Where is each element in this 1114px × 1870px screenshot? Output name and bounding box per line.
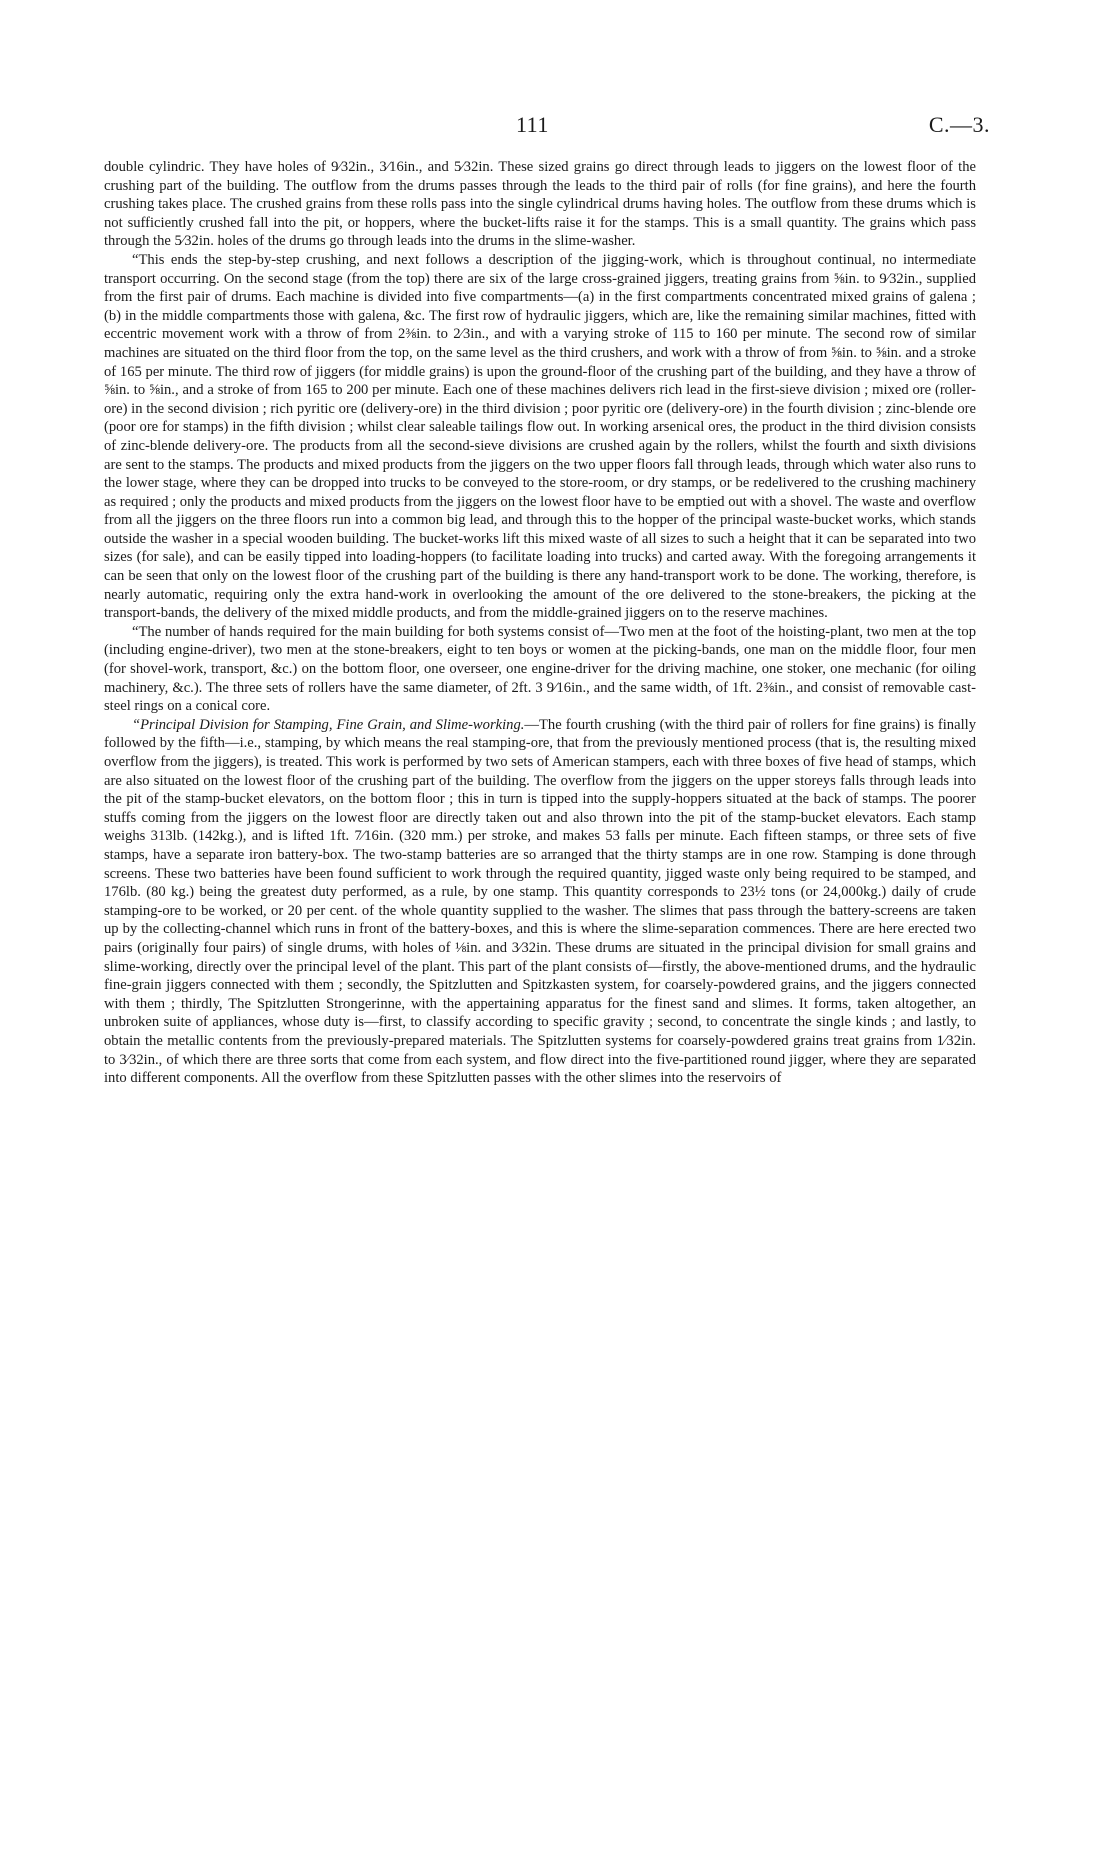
body-text [104, 158, 976, 1088]
paragraph-4 [104, 716, 976, 1088]
paragraph-3: “The number of hands required for the main building for both systems consist of—Two men at the foot of the hoisting-plant, two men at the top (including engine-driver), two men at the stone-breakers, eight to ten boys or women at the picking-bands, one man on the middle floor, four men (for shovel-work, transport, &c.) on the bottom floor, one overseer, one engine-driver for the driving machine, one stoker, one mechanic (for oiling machinery, &c.). The three sets of rollers have the same diameter, of 2ft. 3 9⁄16in., and the same width, of 1ft. 2⅜in., and consist of removable cast-steel rings on a conical core. [104, 623, 976, 715]
page-number: 111 [516, 112, 549, 137]
section-heading: “Principal Division for Stamping, Fine Grain, and Slime-working. [132, 716, 525, 733]
paragraph-4-text: —The fourth crushing (with the third pair of rollers for fine grains) is finally followed by the fifth—i.e., stamping, by which means the real stamping-ore, that from the previously mentioned process (that is, the resulting mixed overflow from the jiggers), is treated. This work is performed by two sets of American stampers, each with three boxes of five head of stamps, which are also situated on the lowest floor of the crushing part of the building. The overflow from the jiggers on the upper storeys falls through leads into the pit of the stamp-bucket elevators, on the bottom floor ; this in turn is tipped into the supply-hoppers situated at the back of stamps. The poorer stuffs coming from the jiggers on the lowest floor are directly taken out and also thrown into the pit of the stamp-bucket elevators. Each stamp weighs 313lb. (142kg.), and is lifted 1ft. 7⁄16in. (320 mm.) per stroke, and makes 53 falls per minute. Each fifteen stamps, or three sets of five stamps, have a separate iron battery-box. The two-stamp batteries are so arranged that the thirty stamps are in one row. Stamping is done through screens. These two batteries have been found sufficient to work through the required quantity, jigged waste only being required to be stamped, and 176lb. (80 kg.) being the greatest duty performed, as a rule, by one stamp. This quantity corresponds to 23½ tons (or 24,000kg.) daily of crude stamping-ore to be worked, or 20 per cent. of the whole quantity supplied to the washer. The slimes that pass through the battery-screens are taken up by the collecting-channel which runs in front of the battery-boxes, and this is where the slime-separation commences. There are here erected two pairs (originally four pairs) of single drums, with holes of ⅛in. and 3⁄32in. These drums are situated in the principal division for small grains and slime-working, directly over the principal level of the plant. This part of the plant consists of—firstly, the above-mentioned drums, and the hydraulic fine-grain jiggers connected with them ; secondly, the Spitzlutten and Spitzkasten system, for coarsely-powdered grains, and the jiggers connected with them ; thirdly, The Spitzlutten Strongerinne, with the appertaining apparatus for the finest sand and slimes. It forms, taken altogether, an unbroken suite of appliances, whose duty is—first, to classify according to specific gravity ; second, to concentrate the single kinds ; and lastly, to obtain the metallic contents from the previously-prepared materials. The Spitzlutten systems for coarsely-powdered grains treat grains from 1⁄32in. to 3⁄32in., of which there are three sorts that come from each system, and flow direct into the five-partitioned round jigger, where they are separated into different components. All the overflow from these Spitzlutten passes with the other slimes into the reservoirs of [104, 716, 976, 1087]
page-header [0, 112, 1114, 142]
paragraph-1: double cylindric. They have holes of 9⁄32in., 3⁄16in., and 5⁄32in. These sized grains go direct through leads to jiggers on the lowest floor of the crushing part of the building. The outflow from the drums passes through the leads to the third pair of rolls (for fine grains), and here the fourth crushing takes place. The crushed grains from these rolls pass into the single cylindrical drums having holes. The outflow from these drums which is not sufficiently crushed fall into the pit, or hoppers, where the bucket-lifts raise it for the stamps. This is a small quantity. The grains which pass through the 5⁄32in. holes of the drums go through leads into the drums in the slime-washer. [104, 159, 976, 250]
paragraph-2: “This ends the step-by-step crushing, and next follows a description of the jigging-work, which is throughout continual, no intermediate transport occurring. On the second stage (from the top) there are six of the large cross-grained jiggers, treating grains from ⅝in. to 9⁄32in., supplied from the first pair of drums. Each machine is divided into five compartments—(a) in the first compartments concentrated mixed grains of galena ; (b) in the middle compartments those with galena, &c. The first row of hydraulic jiggers, which are, like the remaining similar machines, fitted with eccentric movement work with a throw of from 2⅜in. to 2⁄3in., and with a varying stroke of 115 to 160 per minute. The second row of similar machines are situated on the third floor from the top, on the same level as the third crushers, and work with a throw of from ⅝in. to ⅝in. and a stroke of 165 per minute. The third row of jiggers (for middle grains) is upon the ground-floor of the crushing part of the building, and they have a throw of ⅝in. to ⅝in., and a stroke of from 165 to 200 per minute. Each one of these machines delivers rich lead in the first-sieve division ; mixed ore (roller-ore) in the second division ; rich pyritic ore (delivery-ore) in the third division ; poor pyritic ore (delivery-ore) in the fourth division ; zinc-blende ore (poor ore for stamps) in the fifth division ; whilst clear saleable tailings flow out. In working arsenical ores, the product in the third division consists of zinc-blende delivery-ore. The products from all the second-sieve divisions are crushed again by the rollers, whilst the fourth and sixth divisions are sent to the stamps. The products and mixed products from the jiggers on the two upper floors fall through leads, through which water also runs to the lower stage, where they can be dropped into trucks to be conveyed to the store-room, or dry stamps, or be redelivered to the crushing machinery as required ; only the products and mixed products from the jiggers on the lowest floor have to be emptied out with a shovel. The waste and overflow from all the jiggers on the three floors run into a common big lead, and through this to the hopper of the principal waste-bucket works, which stands outside the washer in a special wooden building. The bucket-works lift this mixed waste of all sizes to such a height that it can be separated into two sizes (for sale), and can be easily tipped into loading-hoppers (to facilitate loading into trucks) and carted away. With the foregoing arrangements it can be seen that only on the lowest floor of the crushing part of the building is there any hand-transport work to be done. The working, therefore, is nearly automatic, requiring only the extra hand-work in overlooking the amount of the ore delivered to the stone-breakers, the picking at the transport-bands, the delivery of the mixed middle products, and from the middle-grained jiggers on to the reserve machines. [104, 251, 976, 622]
document-reference: C.—3. [928, 112, 990, 137]
